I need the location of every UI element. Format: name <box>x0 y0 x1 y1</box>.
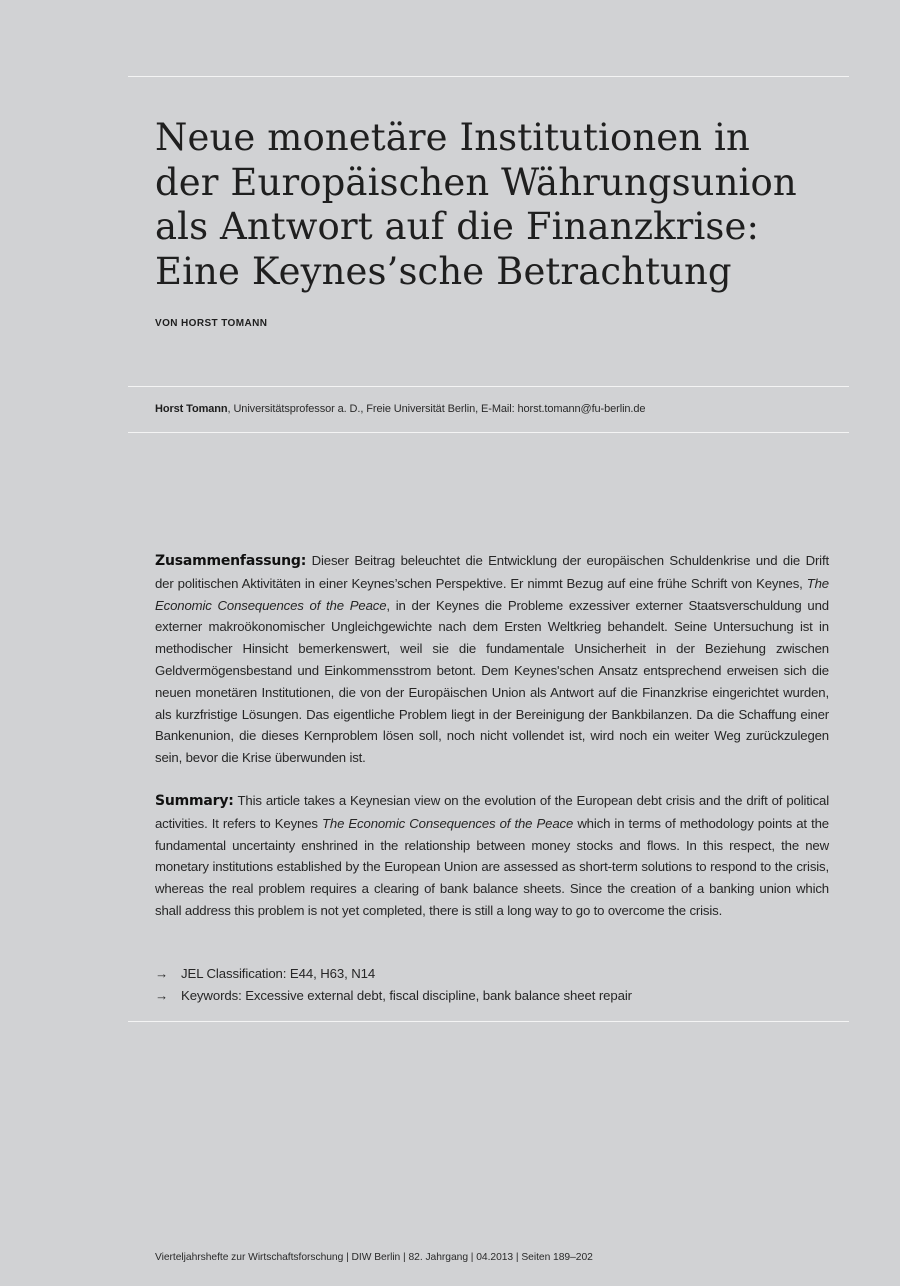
affiliation-top-rule <box>128 386 849 387</box>
author-name: Horst Tomann <box>155 403 228 415</box>
abstract-english-label: Summary: <box>155 793 234 809</box>
abstract-german-text-1: Dieser Beitrag beleuchtet die Entwicklung der europäischen Schuldenkrise und die Drift der politischen Aktivitäten in einer Keynes’schen Perspektive. Er nimmt Bezug auf eine frühe Schrift von Keynes, <box>155 553 829 591</box>
article-title <box>155 116 845 294</box>
abstract-german-label: Zusammenfassung: <box>155 553 307 569</box>
abstract-german-text-2: , in der Keynes die Probleme exzessiver externer Staatsverschuldung und externer makroökonomischer Ungleichgewichte nach dem Ersten Weltkrieg behandelt. Seine Untersuchung ist in methodischer Hinsicht bemerkenswert, weil sie die fundamentale Unsicherheit in der Beziehung zwischen Geldvermögensbestand und Einkommensstrom betont. Dem Keynes'schen Ansatz entsprechend erweisen sich die neuen monetären Institutionen, die von der Europäischen Union als Antwort auf die Finanzkrise eingerichtet wurden, als kurzfristige Lösungen. Das eigentliche Problem liegt in der Bereinigung der Bankbilanzen. Da die Schaffung einer Bankenunion, die dieses Kernproblem lösen soll, noch nicht vollendet ist, wird noch ein weiter Weg zurückzulegen sein, bevor die Krise überwunden ist. <box>155 597 829 766</box>
abstract-english-text-2: which in terms of methodology points at the fundamental uncertainty enshrined in the relationship between money stocks and flows. In this respect, the new monetary institutions established by the European Union are assessed as short-term solutions to respond to the crisis, whereas the real problem requires a clearing of bank balance sheets. Since the creation of a banking union which shall address this problem is not yet completed, there is still a long way to go to overcome the crisis. <box>155 815 829 918</box>
abstract-english-book-title: The Economic Consequences of the Peace <box>321 815 574 831</box>
affiliation-bottom-rule <box>128 432 849 433</box>
abstract-english <box>155 790 829 922</box>
page-footer: Vierteljahrshefte zur Wirtschaftsforschung | DIW Berlin | 82. Jahrgang | 04.2013 | Seiten 189–202 <box>155 1252 593 1263</box>
abstract-english-text-1: This article takes a Keynesian view on the evolution of the European debt crisis and the drift of political activities. It refers to Keynes <box>155 793 829 831</box>
arrow-right-icon: → <box>155 988 169 1003</box>
title-line-1: Neue monetäre Institutionen in <box>155 116 750 159</box>
jel-text: JEL Classification: E44, H63, N14 <box>181 966 376 981</box>
affiliation-details: , Universitätsprofessor a. D., Freie Universität Berlin, E-Mail: horst.tomann@fu-berlin.de <box>227 403 646 415</box>
keywords-line <box>155 988 632 1003</box>
title-line-2: der Europäischen Währungsunion <box>155 160 797 204</box>
author-affiliation <box>155 403 645 415</box>
title-line-3: als Antwort auf die Finanzkrise: <box>155 205 760 248</box>
keywords-bottom-rule <box>128 1021 849 1022</box>
abstract-german-book-title: The Economic Consequences of the Peace <box>155 575 829 613</box>
title-line-4: Eine Keynes’sche Betrachtung <box>155 249 732 293</box>
keywords-text: Keywords: Excessive external debt, fiscal discipline, bank balance sheet repair <box>181 988 632 1003</box>
top-rule <box>128 76 849 77</box>
author-byline: VON HORST TOMANN <box>155 318 268 329</box>
arrow-right-icon: → <box>155 966 169 981</box>
jel-classification <box>155 966 375 981</box>
abstract-german <box>155 550 829 769</box>
